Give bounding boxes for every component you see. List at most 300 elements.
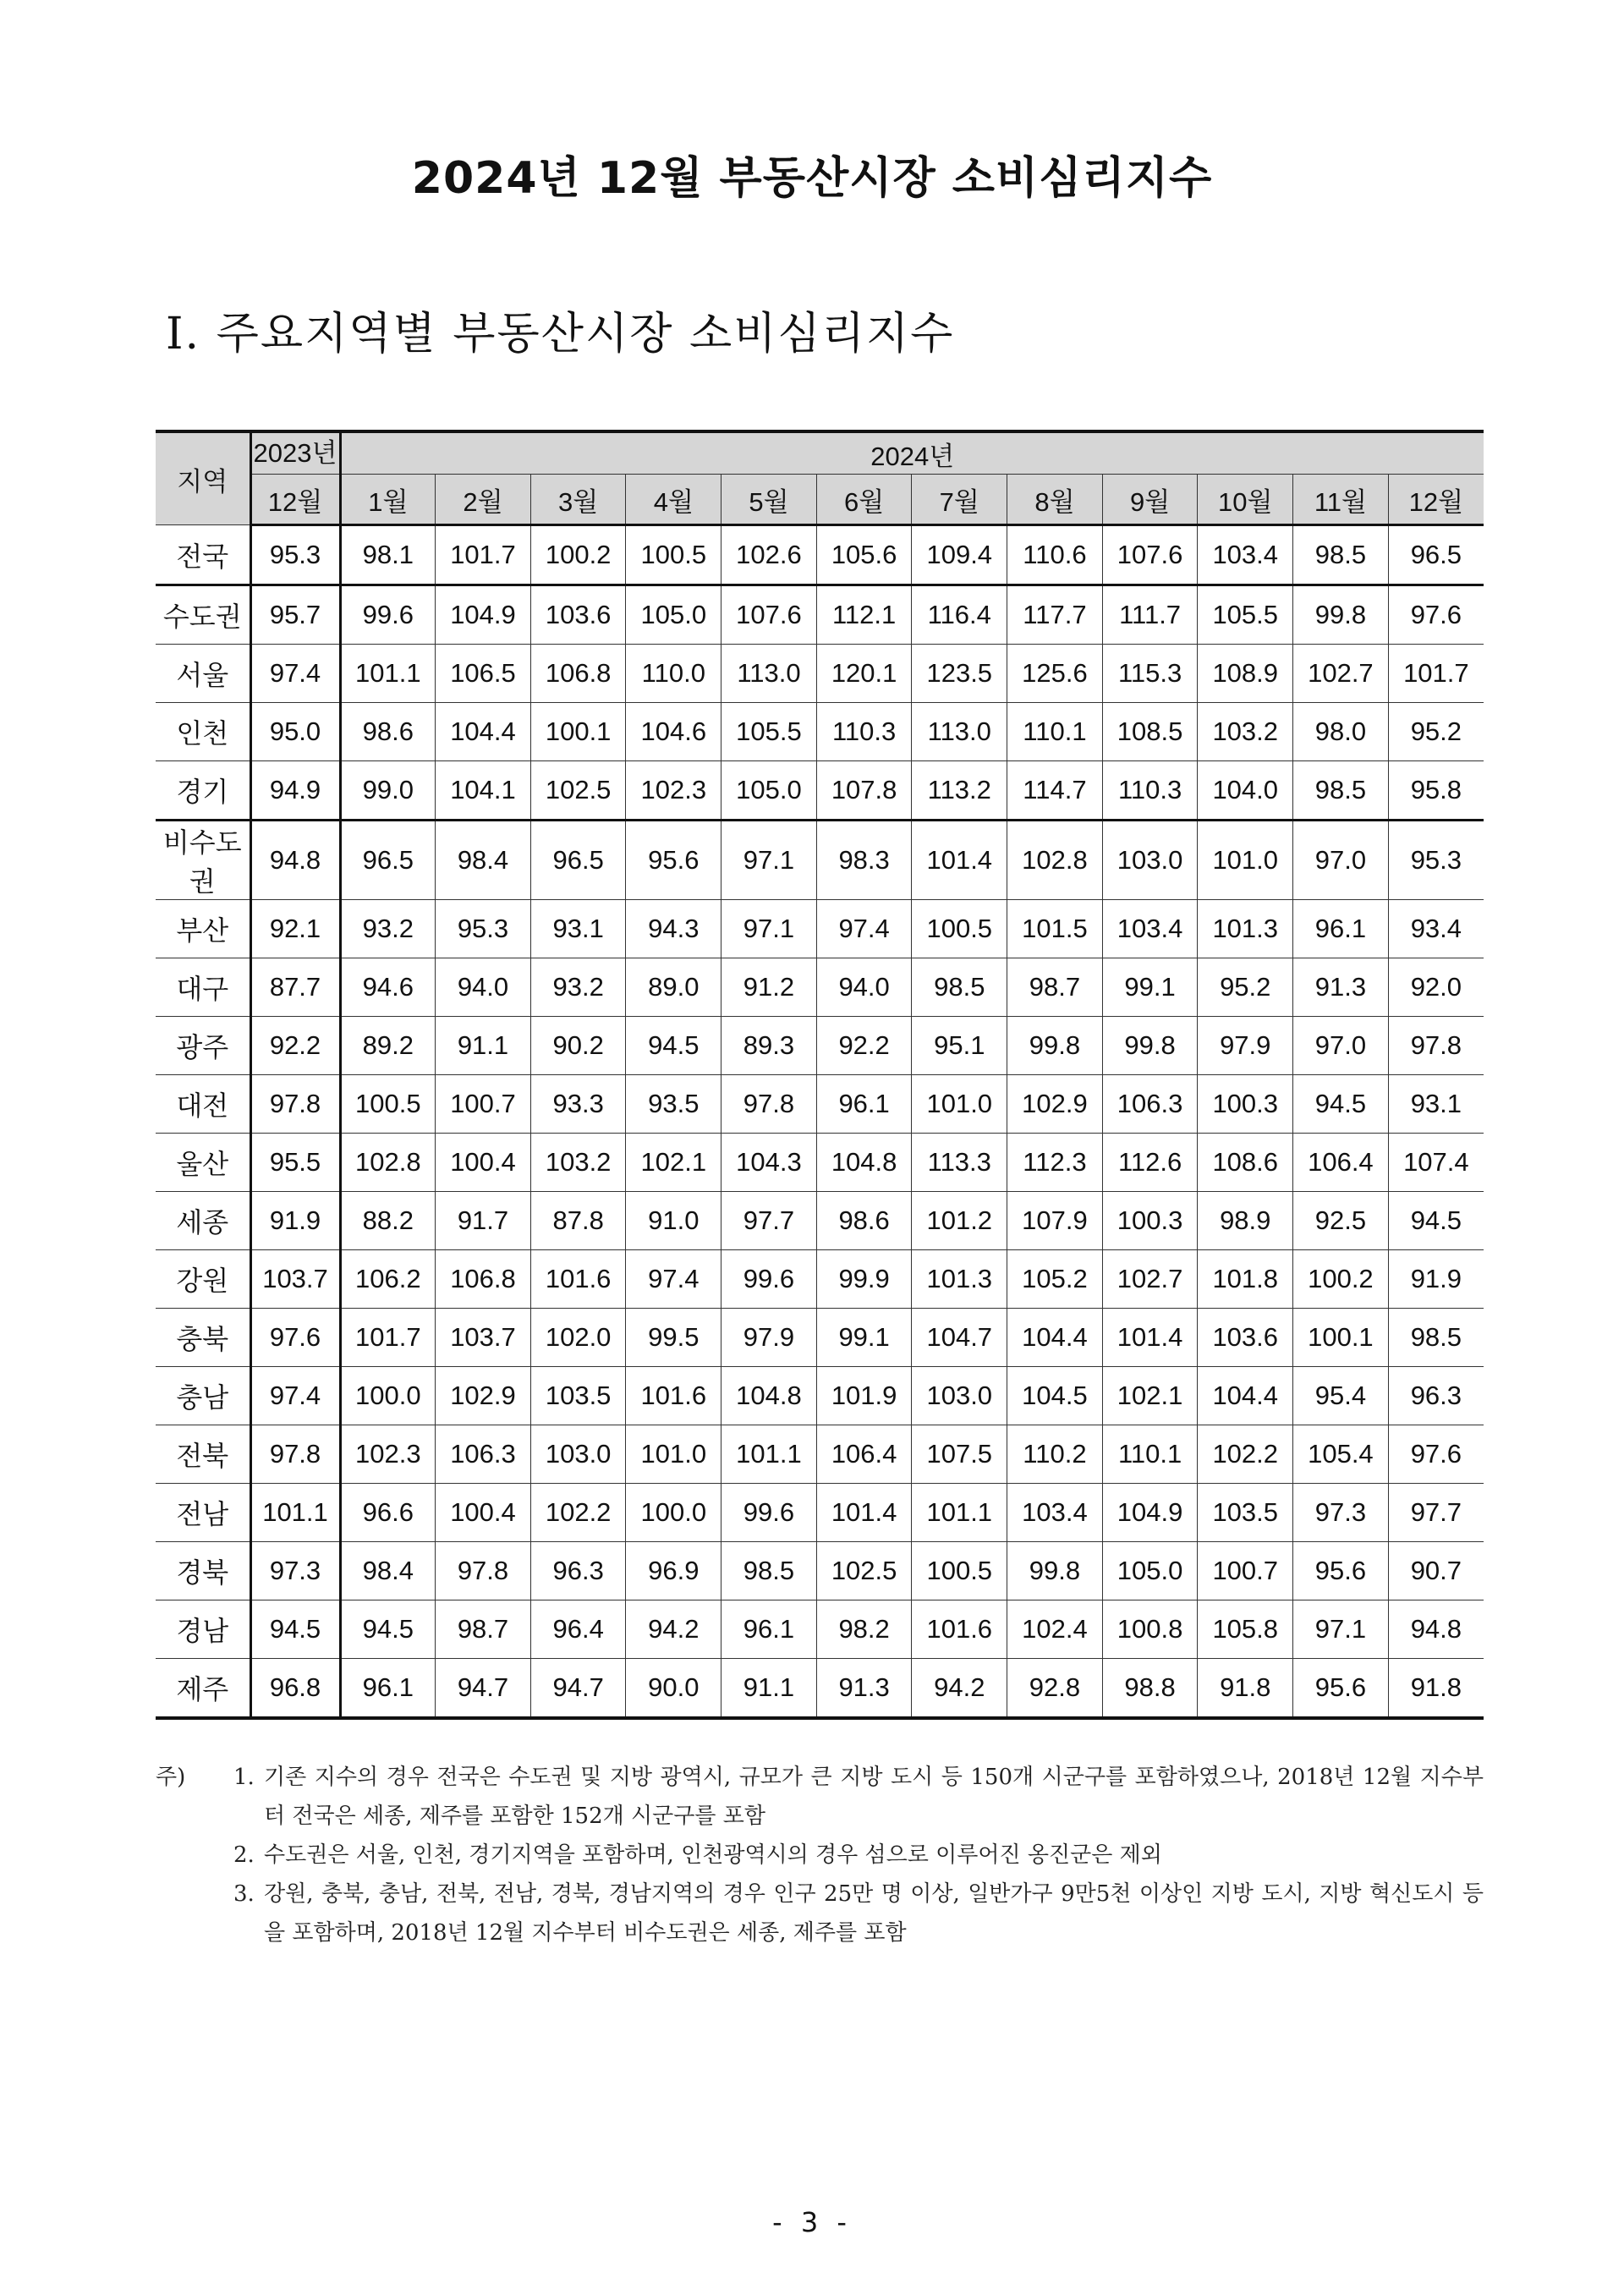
value-cell: 117.7 (1007, 585, 1103, 645)
value-cell: 94.7 (436, 1659, 531, 1719)
footnote-text: 기존 지수의 경우 전국은 수도권 및 지방 광역시, 규모가 큰 지방 도시 등 150개 시군구를 포함하였으나, 2018년 12월 지수부터 전국은 세종, 제주를 포함한 152개 시군구를 포함 (264, 1765, 1484, 1829)
value-cell: 107.6 (721, 585, 817, 645)
value-cell: 95.3 (250, 525, 340, 585)
footnote-number: 3. (233, 1881, 255, 1907)
value-cell: 112.1 (816, 585, 912, 645)
value-cell: 112.6 (1102, 1134, 1198, 1192)
value-cell: 92.2 (250, 1017, 340, 1075)
value-cell: 91.2 (721, 958, 817, 1017)
value-cell: 95.3 (1388, 821, 1484, 900)
value-cell: 110.1 (1007, 703, 1103, 761)
value-cell: 102.8 (340, 1134, 436, 1192)
value-cell: 102.6 (721, 525, 817, 585)
region-cell: 울산 (156, 1134, 250, 1192)
month-header: 7월 (912, 475, 1007, 525)
table-row (156, 703, 1484, 761)
value-cell: 96.3 (530, 1542, 626, 1600)
value-cell: 100.2 (530, 525, 626, 585)
table-row (156, 821, 1484, 900)
value-cell: 99.9 (816, 1250, 912, 1309)
value-cell: 102.4 (1007, 1600, 1103, 1659)
footnote-item (156, 1875, 1484, 1952)
value-cell: 96.1 (340, 1659, 436, 1719)
value-cell: 105.0 (721, 761, 817, 821)
footnote-number: 2. (233, 1842, 255, 1868)
value-cell: 94.5 (250, 1600, 340, 1659)
table-row (156, 1367, 1484, 1425)
table-row (156, 1484, 1484, 1542)
footnote-item (156, 1836, 1484, 1875)
region-cell: 부산 (156, 900, 250, 958)
value-cell: 115.3 (1102, 645, 1198, 703)
value-cell: 101.0 (626, 1425, 721, 1484)
value-cell: 100.7 (1198, 1542, 1293, 1600)
value-cell: 99.6 (721, 1250, 817, 1309)
value-cell: 113.0 (912, 703, 1007, 761)
value-cell: 100.8 (1102, 1600, 1198, 1659)
value-cell: 104.4 (436, 703, 531, 761)
value-cell: 97.6 (250, 1309, 340, 1367)
value-cell: 95.2 (1198, 958, 1293, 1017)
value-cell: 102.5 (816, 1542, 912, 1600)
value-cell: 93.5 (626, 1075, 721, 1134)
value-cell: 97.1 (1293, 1600, 1389, 1659)
value-cell: 99.8 (1293, 585, 1389, 645)
value-cell: 96.1 (1293, 900, 1389, 958)
value-cell: 113.3 (912, 1134, 1007, 1192)
value-cell: 103.2 (1198, 703, 1293, 761)
value-cell: 113.2 (912, 761, 1007, 821)
value-cell: 96.4 (530, 1600, 626, 1659)
value-cell: 103.5 (530, 1367, 626, 1425)
value-cell: 97.6 (1388, 585, 1484, 645)
value-cell: 94.6 (340, 958, 436, 1017)
value-cell: 100.0 (626, 1484, 721, 1542)
value-cell: 92.8 (1007, 1659, 1103, 1719)
value-cell: 104.7 (912, 1309, 1007, 1367)
value-cell: 97.4 (250, 1367, 340, 1425)
table-row (156, 1017, 1484, 1075)
value-cell: 96.9 (626, 1542, 721, 1600)
value-cell: 100.1 (1293, 1309, 1389, 1367)
value-cell: 98.9 (1198, 1192, 1293, 1250)
value-cell: 106.2 (340, 1250, 436, 1309)
month-header: 2월 (436, 475, 531, 525)
region-cell: 세종 (156, 1192, 250, 1250)
table-row (156, 958, 1484, 1017)
value-cell: 103.0 (912, 1367, 1007, 1425)
value-cell: 97.7 (1388, 1484, 1484, 1542)
value-cell: 101.7 (1388, 645, 1484, 703)
value-cell: 94.8 (1388, 1600, 1484, 1659)
table-row (156, 1659, 1484, 1719)
value-cell: 95.1 (912, 1017, 1007, 1075)
table-row (156, 1075, 1484, 1134)
value-cell: 98.3 (816, 821, 912, 900)
value-cell: 100.5 (912, 1542, 1007, 1600)
document-title: 2024년 12월 부동산시장 소비심리지수 (411, 153, 1213, 204)
section-title: Ⅰ. 주요지역별 부동산시장 소비심리지수 (166, 309, 955, 360)
region-cell: 충북 (156, 1309, 250, 1367)
value-cell: 103.4 (1198, 525, 1293, 585)
region-cell: 비수도권 (156, 821, 250, 900)
value-cell: 106.8 (436, 1250, 531, 1309)
value-cell: 111.7 (1102, 585, 1198, 645)
region-cell: 경남 (156, 1600, 250, 1659)
value-cell: 98.6 (340, 703, 436, 761)
value-cell: 102.8 (1007, 821, 1103, 900)
value-cell: 87.7 (250, 958, 340, 1017)
footnote-text: 수도권은 서울, 인천, 경기지역을 포함하며, 인천광역시의 경우 섬으로 이루어진 옹진군은 제외 (264, 1842, 1162, 1868)
value-cell: 97.3 (250, 1542, 340, 1600)
value-cell: 103.0 (1102, 821, 1198, 900)
value-cell: 107.6 (1102, 525, 1198, 585)
value-cell: 102.3 (340, 1425, 436, 1484)
value-cell: 102.9 (1007, 1075, 1103, 1134)
region-cell: 인천 (156, 703, 250, 761)
value-cell: 107.9 (1007, 1192, 1103, 1250)
value-cell: 96.5 (340, 821, 436, 900)
region-cell: 경북 (156, 1542, 250, 1600)
value-cell: 103.6 (1198, 1309, 1293, 1367)
value-cell: 100.2 (1293, 1250, 1389, 1309)
value-cell: 101.4 (816, 1484, 912, 1542)
value-cell: 94.8 (250, 821, 340, 900)
value-cell: 104.0 (1198, 761, 1293, 821)
value-cell: 102.2 (1198, 1425, 1293, 1484)
value-cell: 100.7 (436, 1075, 531, 1134)
value-cell: 98.4 (340, 1542, 436, 1600)
region-header: 지역 (156, 431, 250, 525)
value-cell: 101.2 (912, 1192, 1007, 1250)
value-cell: 102.7 (1293, 645, 1389, 703)
value-cell: 98.4 (436, 821, 531, 900)
value-cell: 95.2 (1388, 703, 1484, 761)
table-row (156, 1309, 1484, 1367)
value-cell: 97.8 (1388, 1017, 1484, 1075)
value-cell: 102.3 (626, 761, 721, 821)
value-cell: 88.2 (340, 1192, 436, 1250)
table-row (156, 1425, 1484, 1484)
value-cell: 104.3 (721, 1134, 817, 1192)
value-cell: 94.5 (340, 1600, 436, 1659)
value-cell: 96.5 (530, 821, 626, 900)
year-2024-header: 2024년 (340, 431, 1484, 475)
value-cell: 89.3 (721, 1017, 817, 1075)
value-cell: 105.8 (1198, 1600, 1293, 1659)
value-cell: 98.2 (816, 1600, 912, 1659)
region-cell: 광주 (156, 1017, 250, 1075)
year-2023-header: 2023년 (250, 431, 340, 475)
footnotes (156, 1758, 1484, 1952)
value-cell: 92.0 (1388, 958, 1484, 1017)
value-cell: 103.7 (250, 1250, 340, 1309)
value-cell: 103.7 (436, 1309, 531, 1367)
value-cell: 104.4 (1198, 1367, 1293, 1425)
value-cell: 98.5 (1388, 1309, 1484, 1367)
value-cell: 95.4 (1293, 1367, 1389, 1425)
value-cell: 116.4 (912, 585, 1007, 645)
value-cell: 99.5 (626, 1309, 721, 1367)
value-cell: 101.3 (1198, 900, 1293, 958)
value-cell: 103.4 (1102, 900, 1198, 958)
region-cell: 대전 (156, 1075, 250, 1134)
value-cell: 94.7 (530, 1659, 626, 1719)
value-cell: 113.0 (721, 645, 817, 703)
table-row (156, 1250, 1484, 1309)
month-header: 12월 (1388, 475, 1484, 525)
value-cell: 105.4 (1293, 1425, 1389, 1484)
value-cell: 94.0 (816, 958, 912, 1017)
value-cell: 106.3 (436, 1425, 531, 1484)
value-cell: 103.2 (530, 1134, 626, 1192)
value-cell: 91.1 (436, 1017, 531, 1075)
value-cell: 96.1 (721, 1600, 817, 1659)
value-cell: 102.1 (626, 1134, 721, 1192)
value-cell: 93.4 (1388, 900, 1484, 958)
value-cell: 110.3 (816, 703, 912, 761)
value-cell: 104.1 (436, 761, 531, 821)
value-cell: 94.5 (1388, 1192, 1484, 1250)
value-cell: 99.1 (816, 1309, 912, 1367)
value-cell: 93.1 (1388, 1075, 1484, 1134)
value-cell: 99.6 (340, 585, 436, 645)
value-cell: 103.0 (530, 1425, 626, 1484)
value-cell: 101.7 (436, 525, 531, 585)
table-row (156, 1542, 1484, 1600)
value-cell: 91.8 (1388, 1659, 1484, 1719)
value-cell: 93.2 (340, 900, 436, 958)
value-cell: 94.0 (436, 958, 531, 1017)
value-cell: 97.3 (1293, 1484, 1389, 1542)
value-cell: 97.1 (721, 821, 817, 900)
value-cell: 98.1 (340, 525, 436, 585)
value-cell: 101.0 (1198, 821, 1293, 900)
value-cell: 97.8 (250, 1075, 340, 1134)
region-cell: 충남 (156, 1367, 250, 1425)
value-cell: 99.8 (1007, 1542, 1103, 1600)
value-cell: 102.9 (436, 1367, 531, 1425)
value-cell: 106.5 (436, 645, 531, 703)
value-cell: 96.8 (250, 1659, 340, 1719)
value-cell: 110.0 (626, 645, 721, 703)
region-cell: 전북 (156, 1425, 250, 1484)
month-header: 11월 (1293, 475, 1389, 525)
value-cell: 101.0 (912, 1075, 1007, 1134)
value-cell: 99.8 (1102, 1017, 1198, 1075)
value-cell: 101.5 (1007, 900, 1103, 958)
value-cell: 101.6 (530, 1250, 626, 1309)
value-cell: 91.3 (1293, 958, 1389, 1017)
value-cell: 109.4 (912, 525, 1007, 585)
value-cell: 101.8 (1198, 1250, 1293, 1309)
value-cell: 104.8 (721, 1367, 817, 1425)
value-cell: 93.1 (530, 900, 626, 958)
month-header: 5월 (721, 475, 817, 525)
footnote-item (156, 1758, 1484, 1836)
value-cell: 108.9 (1198, 645, 1293, 703)
value-cell: 123.5 (912, 645, 1007, 703)
value-cell: 108.5 (1102, 703, 1198, 761)
value-cell: 97.6 (1388, 1425, 1484, 1484)
value-cell: 97.8 (721, 1075, 817, 1134)
value-cell: 96.5 (1388, 525, 1484, 585)
value-cell: 102.2 (530, 1484, 626, 1542)
value-cell: 98.5 (1293, 761, 1389, 821)
value-cell: 91.3 (816, 1659, 912, 1719)
value-cell: 89.2 (340, 1017, 436, 1075)
value-cell: 102.1 (1102, 1367, 1198, 1425)
value-cell: 92.1 (250, 900, 340, 958)
value-cell: 97.1 (721, 900, 817, 958)
value-cell: 106.4 (816, 1425, 912, 1484)
value-cell: 112.3 (1007, 1134, 1103, 1192)
value-cell: 105.0 (1102, 1542, 1198, 1600)
value-cell: 95.6 (1293, 1659, 1389, 1719)
value-cell: 91.8 (1198, 1659, 1293, 1719)
region-cell: 제주 (156, 1659, 250, 1719)
value-cell: 103.5 (1198, 1484, 1293, 1542)
value-cell: 95.6 (626, 821, 721, 900)
value-cell: 94.5 (1293, 1075, 1389, 1134)
value-cell: 97.0 (1293, 821, 1389, 900)
value-cell: 98.7 (436, 1600, 531, 1659)
value-cell: 101.4 (912, 821, 1007, 900)
value-cell: 97.4 (250, 645, 340, 703)
table-row (156, 761, 1484, 821)
value-cell: 97.4 (816, 900, 912, 958)
value-cell: 103.4 (1007, 1484, 1103, 1542)
month-header: 4월 (626, 475, 721, 525)
value-cell: 95.7 (250, 585, 340, 645)
value-cell: 100.4 (436, 1134, 531, 1192)
value-cell: 100.4 (436, 1484, 531, 1542)
value-cell: 107.8 (816, 761, 912, 821)
value-cell: 100.1 (530, 703, 626, 761)
month-header: 1월 (340, 475, 436, 525)
footnote-text: 강원, 충북, 충남, 전북, 전남, 경북, 경남지역의 경우 인구 25만 명 이상, 일반가구 9만5천 이상인 지방 도시, 지방 혁신도시 등을 포함하며, 2018년 12월 지수부터 비수도권은 세종, 제주를 포함 (264, 1881, 1484, 1946)
value-cell: 94.2 (626, 1600, 721, 1659)
value-cell: 89.0 (626, 958, 721, 1017)
value-cell: 101.4 (1102, 1309, 1198, 1367)
value-cell: 96.1 (816, 1075, 912, 1134)
value-cell: 101.6 (626, 1367, 721, 1425)
value-cell: 106.3 (1102, 1075, 1198, 1134)
table-row (156, 900, 1484, 958)
value-cell: 100.3 (1198, 1075, 1293, 1134)
value-cell: 95.0 (250, 703, 340, 761)
footnote-number: 1. (233, 1765, 255, 1790)
value-cell: 91.7 (436, 1192, 531, 1250)
value-cell: 101.7 (340, 1309, 436, 1367)
value-cell: 95.3 (436, 900, 531, 958)
value-cell: 104.8 (816, 1134, 912, 1192)
region-cell: 대구 (156, 958, 250, 1017)
value-cell: 105.2 (1007, 1250, 1103, 1309)
value-cell: 101.1 (250, 1484, 340, 1542)
value-cell: 103.6 (530, 585, 626, 645)
value-cell: 98.7 (1007, 958, 1103, 1017)
value-cell: 108.6 (1198, 1134, 1293, 1192)
region-cell: 강원 (156, 1250, 250, 1309)
value-cell: 110.6 (1007, 525, 1103, 585)
value-cell: 100.5 (340, 1075, 436, 1134)
value-cell: 125.6 (1007, 645, 1103, 703)
value-cell: 104.9 (1102, 1484, 1198, 1542)
value-cell: 94.3 (626, 900, 721, 958)
value-cell: 104.9 (436, 585, 531, 645)
table-body (156, 525, 1484, 1719)
month-header: 12월 (250, 475, 340, 525)
value-cell: 90.0 (626, 1659, 721, 1719)
value-cell: 95.5 (250, 1134, 340, 1192)
value-cell: 110.1 (1102, 1425, 1198, 1484)
value-cell: 98.0 (1293, 703, 1389, 761)
table-row (156, 645, 1484, 703)
value-cell: 104.6 (626, 703, 721, 761)
value-cell: 93.2 (530, 958, 626, 1017)
value-cell: 106.8 (530, 645, 626, 703)
month-header: 3월 (530, 475, 626, 525)
table-row (156, 1192, 1484, 1250)
month-header-row (156, 475, 1484, 525)
value-cell: 100.3 (1102, 1192, 1198, 1250)
value-cell: 105.5 (721, 703, 817, 761)
value-cell: 101.1 (912, 1484, 1007, 1542)
value-cell: 92.5 (1293, 1192, 1389, 1250)
table-row (156, 585, 1484, 645)
value-cell: 97.8 (436, 1542, 531, 1600)
value-cell: 93.3 (530, 1075, 626, 1134)
value-cell: 110.3 (1102, 761, 1198, 821)
value-cell: 114.7 (1007, 761, 1103, 821)
value-cell: 98.5 (1293, 525, 1389, 585)
value-cell: 97.9 (721, 1309, 817, 1367)
value-cell: 104.4 (1007, 1309, 1103, 1367)
value-cell: 105.6 (816, 525, 912, 585)
value-cell: 95.8 (1388, 761, 1484, 821)
month-header: 8월 (1007, 475, 1103, 525)
value-cell: 97.8 (250, 1425, 340, 1484)
value-cell: 99.6 (721, 1484, 817, 1542)
value-cell: 97.9 (1198, 1017, 1293, 1075)
value-cell: 99.1 (1102, 958, 1198, 1017)
region-cell: 전국 (156, 525, 250, 585)
table-row (156, 1600, 1484, 1659)
table-row (156, 525, 1484, 585)
value-cell: 96.3 (1388, 1367, 1484, 1425)
value-cell: 92.2 (816, 1017, 912, 1075)
value-cell: 99.8 (1007, 1017, 1103, 1075)
month-header: 6월 (816, 475, 912, 525)
value-cell: 105.0 (626, 585, 721, 645)
value-cell: 100.0 (340, 1367, 436, 1425)
value-cell: 94.9 (250, 761, 340, 821)
value-cell: 98.6 (816, 1192, 912, 1250)
value-cell: 110.2 (1007, 1425, 1103, 1484)
value-cell: 101.6 (912, 1600, 1007, 1659)
value-cell: 95.6 (1293, 1542, 1389, 1600)
month-header: 9월 (1102, 475, 1198, 525)
value-cell: 102.0 (530, 1309, 626, 1367)
value-cell: 97.0 (1293, 1017, 1389, 1075)
month-header: 10월 (1198, 475, 1293, 525)
table-row (156, 1134, 1484, 1192)
value-cell: 90.2 (530, 1017, 626, 1075)
value-cell: 94.2 (912, 1659, 1007, 1719)
page-number: - 3 - (772, 2206, 852, 2238)
value-cell: 102.7 (1102, 1250, 1198, 1309)
